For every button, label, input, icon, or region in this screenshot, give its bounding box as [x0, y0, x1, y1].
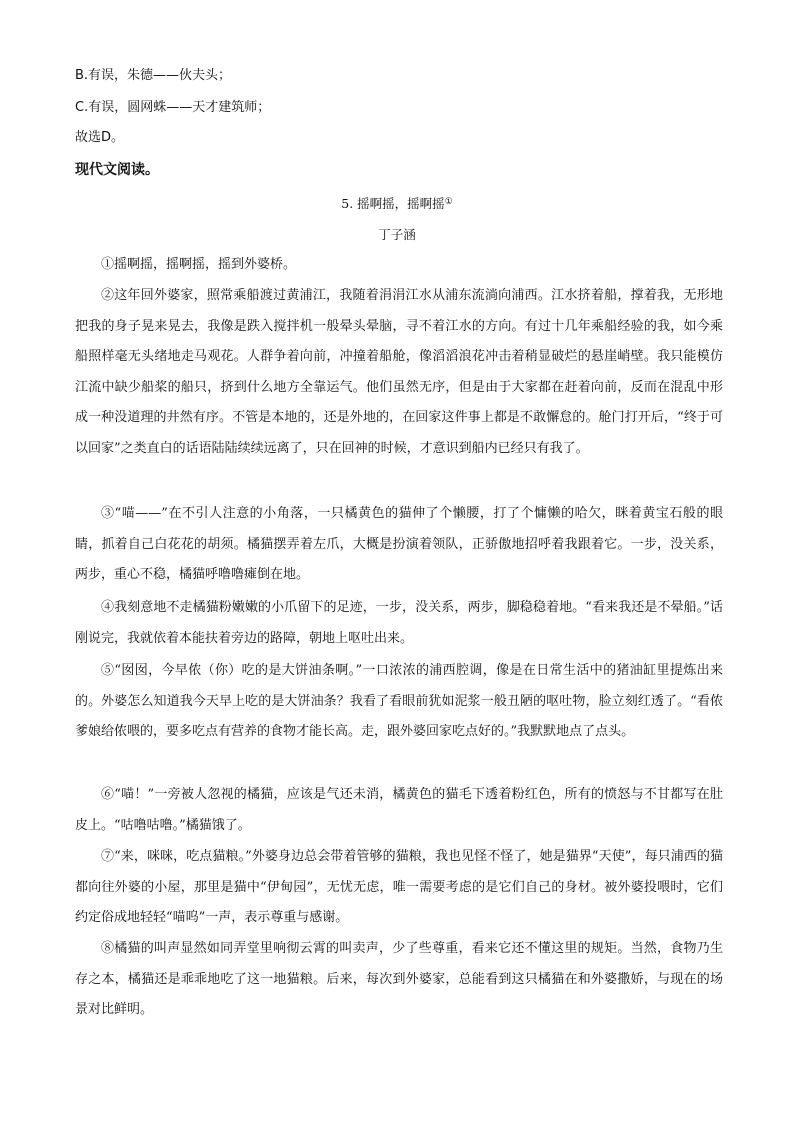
section-heading: 现代文阅读。	[75, 162, 159, 178]
paragraph-7: ⑦“来，咪咪，吃点猫粮。”外婆身边总会带着管够的猫粮，我也见怪不怪了，她是猫界“天使”，每只浦西的猫都向往外婆的小屋，那里是猫中“伊甸园”，无忧无虑，唯一需要考虑的是它们自己的身材。被外婆投喂时，它们约定俗成地轻轻“喵呜”一声，表示尊重与感谢。	[75, 849, 723, 925]
paragraph-2: ②这年回外婆家，照常乘船渡过黄浦江，我随着涓涓江水从浦东流淌向浦西。江水挤着船，撑着我，无形地把我的身子晃来晃去，我像是跌入搅拌机一般晕头晕脑，寻不着江水的方向。有过十几年乘船经验的我，如今乘船照样毫无头绪地走马观花。人群争着向前，冲撞着船舱，像滔滔浪花冲击着稍显破烂的悬崖峭壁。我只能模仿江流中缺少船桨的船只，挤到什么地方全靠运气。他们虽然无序，但是由于大家都在赶着向前，反而在混乱中形成一种没道理的井然有序。不管是本地的，还是外地的，在回家这件事上都是不敢懈怠的。舱门打开后，“终于可以回家”之类直白的话语陆陆续续远离了，只在回神的时候，才意识到船内已经只有我了。	[75, 288, 723, 456]
article-title	[0, 192, 794, 214]
paragraph-4: ④我刻意地不走橘猫粉嫩嫩的小爪留下的足迹，一步，没关系，两步，脚稳稳着地。“看来我还是不晕船。”话刚说完，我就依着本能扶着旁边的路障，朝地上呕吐出来。	[75, 600, 723, 646]
article-title-text: 5. 摇啊摇，摇啊摇	[341, 196, 445, 211]
paragraph-3: ③“喵——”在不引人注意的小角落，一只橘黄色的猫伸了个懒腰，打了个慵懒的哈欠，眯着黄宝石般的眼睛，抓着自己白花花的胡须。橘猫摆弄着左爪，大概是扮演着领队，正骄傲地招呼着我跟着它。一步，没关系，两步，重心不稳，橘猫呼噜噜瘫倒在地。	[75, 506, 723, 582]
article-author: 丁子涵	[378, 227, 416, 242]
footnote-mark[interactable]: ①	[444, 197, 453, 207]
answer-conclusion: 故选D。	[75, 130, 125, 145]
paragraph-1: ①摇啊摇，摇啊摇，摇到外婆桥。	[101, 257, 297, 272]
answer-line-b: B.有误，朱德——伙夫头；	[75, 68, 232, 83]
paragraph-6: ⑥“喵！”一旁被人忽视的橘猫，应该是气还未消，橘黄色的猫毛下透着粉红色，所有的愤怒与不甘都写在肚皮上。“咕噜咕噜。”橘猫饿了。	[75, 787, 723, 833]
paragraph-5: ⑤“囡囡，今早侬（你）吃的是大饼油条啊。”一口浓浓的浦西腔调，像是在日常生活中的猪油缸里提炼出来的。外婆怎么知道我今天早上吃的是大饼油条？我看了看眼前犹如泥浆一般丑陋的呕吐物，脸立刻红透了。“看侬爹娘给侬喂的，要多吃点有营养的食物才能长高。走，跟外婆回家吃点好的。”我默默地点了点头。	[75, 663, 723, 739]
paragraph-8: ⑧橘猫的叫声显然如同弄堂里响彻云霄的叫卖声，少了些尊重，看来它还不懂这里的规矩。当然，食物乃生存之本，橘猫还是乖乖地吃了这一地猫粮。后来，每次到外婆家，总能看到这只橘猫在和外婆撒娇，与现在的场景对比鲜明。	[75, 941, 723, 1017]
answer-line-c: C.有误，圆网蛛——天才建筑师；	[75, 100, 271, 115]
